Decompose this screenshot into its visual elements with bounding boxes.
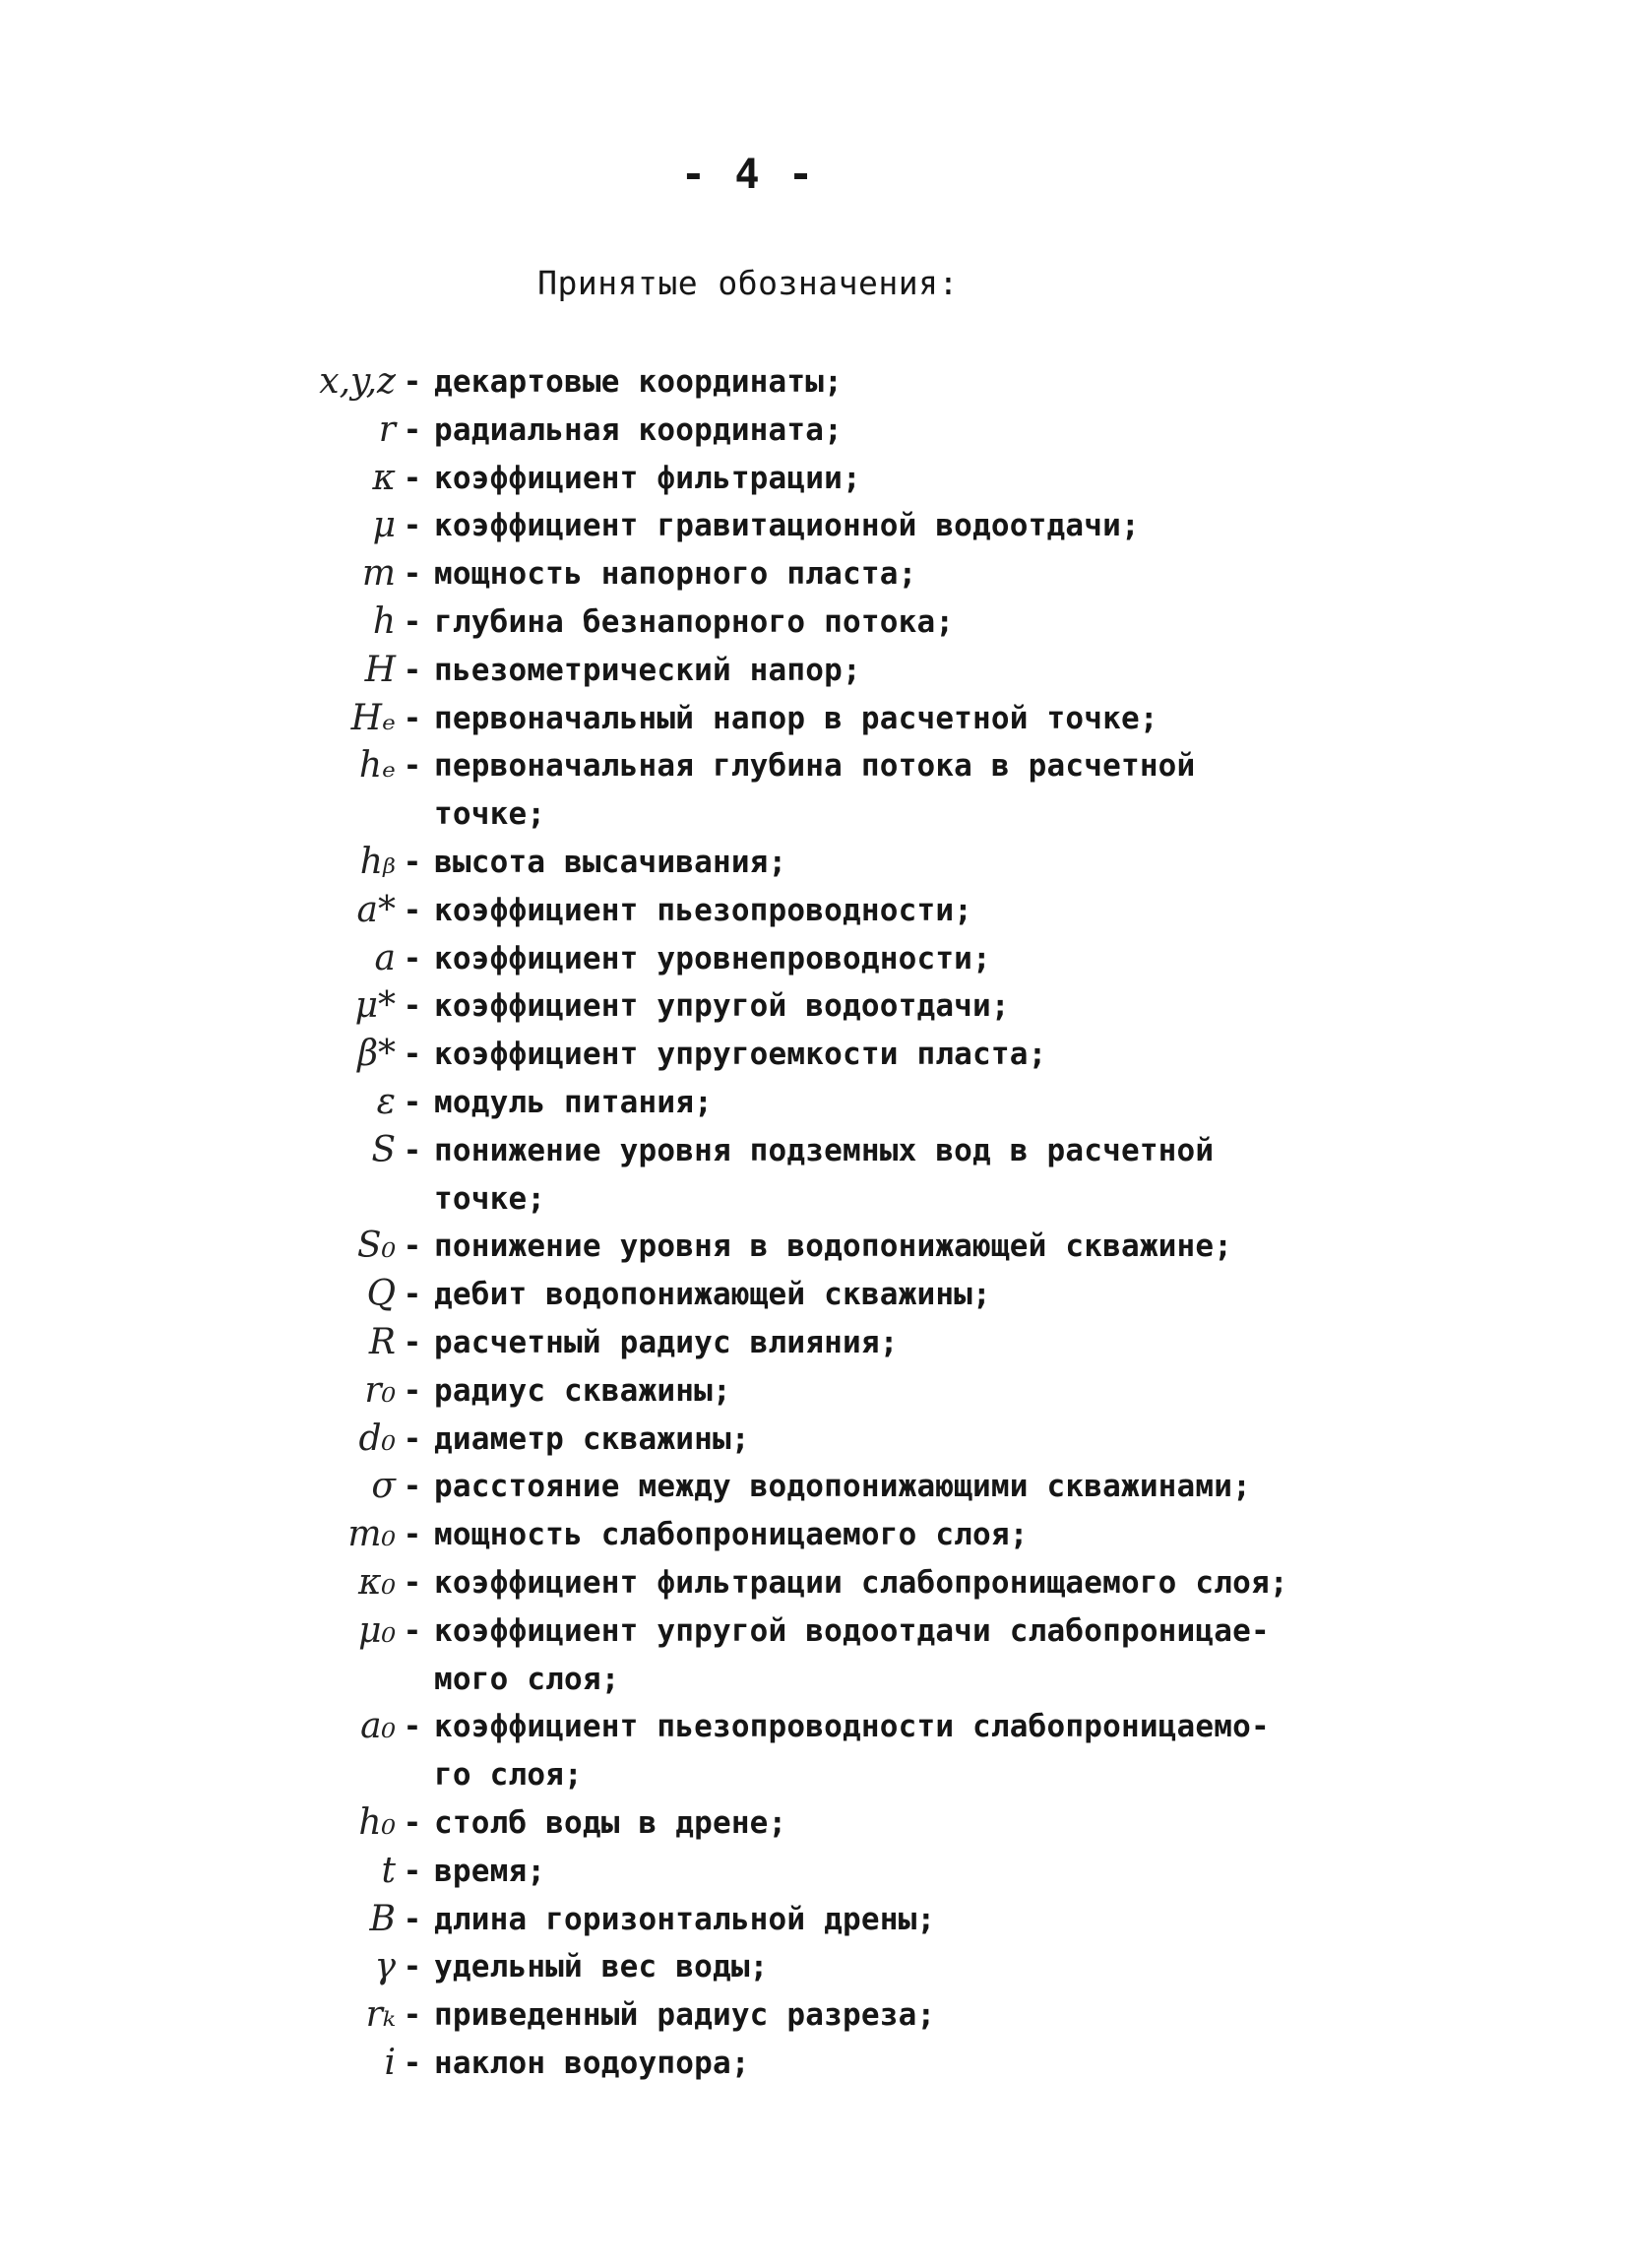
definition-line: время; bbox=[434, 1853, 546, 1889]
notation-definition bbox=[434, 407, 1359, 455]
notation-definition bbox=[434, 935, 1359, 983]
notation-symbol: R bbox=[368, 1321, 396, 1362]
notation-dash: - bbox=[403, 1469, 422, 1505]
notation-entry bbox=[0, 1896, 1628, 1944]
notation-dash: - bbox=[403, 1949, 422, 1985]
definition-line: коэффициент пьезопроводности; bbox=[434, 892, 973, 928]
notation-entry bbox=[0, 1367, 1628, 1416]
definition-line: коэффициент фильтрации; bbox=[434, 460, 861, 496]
notation-definition bbox=[434, 1559, 1359, 1607]
notation-symbol: Q bbox=[366, 1274, 396, 1315]
notation-dash: - bbox=[403, 1997, 422, 2034]
notation-definition bbox=[434, 1848, 1359, 1896]
notation-entry bbox=[0, 1271, 1628, 1319]
definition-line: первоначальная глубина потока в расчетной bbox=[434, 748, 1196, 785]
notation-definition bbox=[434, 647, 1359, 695]
notation-symbol: rₖ bbox=[365, 1994, 396, 2036]
notation-definition bbox=[434, 1943, 1359, 1991]
definition-line: понижение уровня подземных вод в расчетной bbox=[434, 1132, 1215, 1168]
notation-dash: - bbox=[403, 1277, 422, 1313]
definition-line: глубина безнапорного потока; bbox=[434, 603, 955, 640]
notation-entry bbox=[0, 1463, 1628, 1511]
notation-dash: - bbox=[403, 892, 422, 928]
notation-symbol: d₀ bbox=[358, 1418, 396, 1459]
notation-symbol: Hₑ bbox=[350, 697, 396, 738]
definition-line: модуль питания; bbox=[434, 1084, 713, 1120]
definition-line: коэффициент фильтрации слабопронищаемого слоя; bbox=[434, 1564, 1288, 1601]
notation-entry bbox=[0, 1703, 1628, 1799]
definition-line: коэффициент уровнепроводности; bbox=[434, 940, 991, 976]
notation-entry bbox=[0, 407, 1628, 455]
notation-entry bbox=[0, 1607, 1628, 1704]
notation-symbol: μ bbox=[372, 505, 396, 546]
notation-definition bbox=[434, 839, 1359, 887]
notation-symbol: m₀ bbox=[347, 1514, 396, 1555]
notation-definition bbox=[434, 887, 1359, 935]
notation-entry bbox=[0, 1559, 1628, 1607]
definition-line: мощность слабопроницаемого слоя; bbox=[434, 1517, 1029, 1553]
notation-symbol: B bbox=[369, 1898, 396, 1939]
definition-line: декартовые координаты; bbox=[434, 364, 843, 400]
notation-symbol: κ₀ bbox=[357, 1561, 396, 1603]
notation-dash: - bbox=[403, 556, 422, 593]
definition-line: точке; bbox=[434, 1180, 546, 1217]
notation-entry bbox=[0, 502, 1628, 550]
notation-definition bbox=[434, 1367, 1359, 1416]
definition-line: дебит водопонижающей скважины; bbox=[434, 1277, 991, 1313]
notation-dash: - bbox=[403, 1420, 422, 1457]
definition-line: высота высачивания; bbox=[434, 844, 787, 880]
notation-dash: - bbox=[403, 700, 422, 736]
notation-symbol: a bbox=[374, 937, 396, 978]
definition-line: го слоя; bbox=[434, 1757, 583, 1794]
notation-symbol: i bbox=[384, 2042, 396, 2083]
notation-definition bbox=[434, 1991, 1359, 2040]
notation-entry bbox=[0, 887, 1628, 935]
notation-dash: - bbox=[403, 1132, 422, 1168]
notation-symbol: γ bbox=[374, 1946, 396, 1987]
definition-line: коэффициент упругоемкости пласта; bbox=[434, 1037, 1047, 1073]
notation-definition bbox=[434, 1319, 1359, 1367]
notation-dash: - bbox=[403, 652, 422, 688]
notation-symbol: S₀ bbox=[356, 1226, 396, 1267]
notation-dash: - bbox=[403, 364, 422, 400]
notation-dash: - bbox=[403, 460, 422, 496]
notation-dash: - bbox=[403, 988, 422, 1025]
notation-definition bbox=[434, 1271, 1359, 1319]
notation-symbol: r bbox=[378, 409, 396, 450]
definition-line: мощность напорного пласта; bbox=[434, 556, 917, 593]
notation-definition bbox=[434, 1127, 1359, 1224]
notation-dash: - bbox=[403, 1853, 422, 1889]
definition-line: удельный вес воды; bbox=[434, 1949, 769, 1985]
notation-dash: - bbox=[403, 603, 422, 640]
notation-symbol: ε bbox=[376, 1081, 396, 1122]
notation-dash: - bbox=[403, 2045, 422, 2081]
notation-entry bbox=[0, 839, 1628, 887]
definition-line: длина горизонтальной дрены; bbox=[434, 1901, 936, 1937]
definition-line: радиальная координата; bbox=[434, 411, 843, 448]
notation-definition bbox=[434, 742, 1359, 839]
notation-definition bbox=[434, 1223, 1359, 1271]
notation-dash: - bbox=[403, 1804, 422, 1841]
notation-dash: - bbox=[403, 1228, 422, 1265]
notation-symbol: m bbox=[361, 553, 396, 595]
notation-entry bbox=[0, 1319, 1628, 1367]
notation-definition bbox=[434, 455, 1359, 503]
notation-definition bbox=[434, 1416, 1359, 1464]
notation-entry bbox=[0, 695, 1628, 743]
definition-line: радиус скважины; bbox=[434, 1372, 731, 1409]
notation-symbol: H bbox=[364, 649, 396, 690]
notation-symbol: a* bbox=[356, 889, 396, 930]
notation-dash: - bbox=[403, 1901, 422, 1937]
notation-entry bbox=[0, 1991, 1628, 2040]
notation-dash: - bbox=[403, 1037, 422, 1073]
notation-entry bbox=[0, 1848, 1628, 1896]
notation-definition bbox=[434, 598, 1359, 647]
notation-dash: - bbox=[403, 1372, 422, 1409]
notation-symbol: h₀ bbox=[358, 1801, 396, 1843]
definition-line: первоначальный напор в расчетной точке; bbox=[434, 700, 1158, 736]
notation-definition bbox=[434, 502, 1359, 550]
notation-dash: - bbox=[403, 1564, 422, 1601]
notation-definition bbox=[434, 1079, 1359, 1127]
notation-definition bbox=[434, 1031, 1359, 1079]
notation-symbol: β* bbox=[357, 1034, 396, 1075]
notation-symbol: hₑ bbox=[358, 745, 396, 787]
notation-definition bbox=[434, 982, 1359, 1031]
notation-symbol: μ₀ bbox=[358, 1609, 396, 1651]
notation-entry bbox=[0, 550, 1628, 598]
definition-line: расчетный радиус влияния; bbox=[434, 1324, 899, 1360]
notation-entry bbox=[0, 2040, 1628, 2088]
definition-line: точке; bbox=[434, 796, 546, 833]
notation-dash: - bbox=[403, 1084, 422, 1120]
notation-definition bbox=[434, 1799, 1359, 1848]
notation-definition bbox=[434, 1607, 1359, 1704]
notation-entry bbox=[0, 598, 1628, 647]
notation-entry bbox=[0, 1943, 1628, 1991]
page-number: - 4 - bbox=[680, 150, 816, 198]
notation-definition bbox=[434, 550, 1359, 598]
notation-symbol: S bbox=[371, 1129, 396, 1170]
notation-symbol: σ bbox=[371, 1466, 396, 1507]
notation-dash: - bbox=[403, 1709, 422, 1745]
section-heading: Принятые обозначения: bbox=[537, 264, 959, 302]
notation-entry bbox=[0, 1127, 1628, 1224]
notation-dash: - bbox=[403, 508, 422, 544]
notation-symbol: μ* bbox=[354, 985, 396, 1027]
definition-line: коэффициент гравитационной водоотдачи; bbox=[434, 508, 1140, 544]
notation-symbol: h bbox=[372, 600, 396, 642]
notation-entry bbox=[0, 1031, 1628, 1079]
definition-line: приведенный радиус разреза; bbox=[434, 1997, 936, 2034]
notation-dash: - bbox=[403, 748, 422, 785]
notation-entry bbox=[0, 1416, 1628, 1464]
notation-definition bbox=[434, 695, 1359, 743]
notation-entry bbox=[0, 1511, 1628, 1559]
notation-dash: - bbox=[403, 1324, 422, 1360]
notation-symbol: r₀ bbox=[364, 1369, 396, 1411]
notation-symbol: κ bbox=[372, 457, 396, 498]
notation-symbol: t bbox=[381, 1850, 396, 1891]
notation-entry bbox=[0, 935, 1628, 983]
notation-entry bbox=[0, 455, 1628, 503]
notation-definition bbox=[434, 358, 1359, 407]
notation-symbol: hᵦ bbox=[359, 841, 396, 882]
notation-entry bbox=[0, 1079, 1628, 1127]
notation-definition bbox=[434, 1463, 1359, 1511]
notation-symbol: a₀ bbox=[360, 1706, 396, 1747]
notation-entry bbox=[0, 742, 1628, 839]
notation-definition bbox=[434, 1703, 1359, 1799]
definition-line: коэффициент пьезопроводности слабопроницаемо- bbox=[434, 1709, 1270, 1745]
definition-line: коэффициент упругой водоотдачи; bbox=[434, 988, 1010, 1025]
notation-entry bbox=[0, 982, 1628, 1031]
notation-definition bbox=[434, 2040, 1359, 2088]
notation-symbol: x,y,z bbox=[319, 361, 396, 402]
definition-line: наклон водоупора; bbox=[434, 2045, 750, 2081]
notation-definition bbox=[434, 1511, 1359, 1559]
notation-dash: - bbox=[403, 1612, 422, 1649]
notation-dash: - bbox=[403, 1517, 422, 1553]
definition-line: понижение уровня в водопонижающей скважине; bbox=[434, 1228, 1233, 1265]
definition-line: коэффициент упругой водоотдачи слабопроницае- bbox=[434, 1612, 1270, 1649]
definition-line: мого слоя; bbox=[434, 1661, 620, 1697]
definition-line: расстояние между водопонижающими скважинами; bbox=[434, 1469, 1251, 1505]
notation-list bbox=[0, 358, 1628, 2088]
notation-entry bbox=[0, 358, 1628, 407]
notation-entry bbox=[0, 1799, 1628, 1848]
notation-definition bbox=[434, 1896, 1359, 1944]
definition-line: диаметр скважины; bbox=[434, 1420, 750, 1457]
notation-dash: - bbox=[403, 940, 422, 976]
notation-dash: - bbox=[403, 844, 422, 880]
notation-dash: - bbox=[403, 411, 422, 448]
notation-entry bbox=[0, 647, 1628, 695]
definition-line: столб воды в дрене; bbox=[434, 1804, 787, 1841]
notation-entry bbox=[0, 1223, 1628, 1271]
definition-line: пьезометрический напор; bbox=[434, 652, 861, 688]
